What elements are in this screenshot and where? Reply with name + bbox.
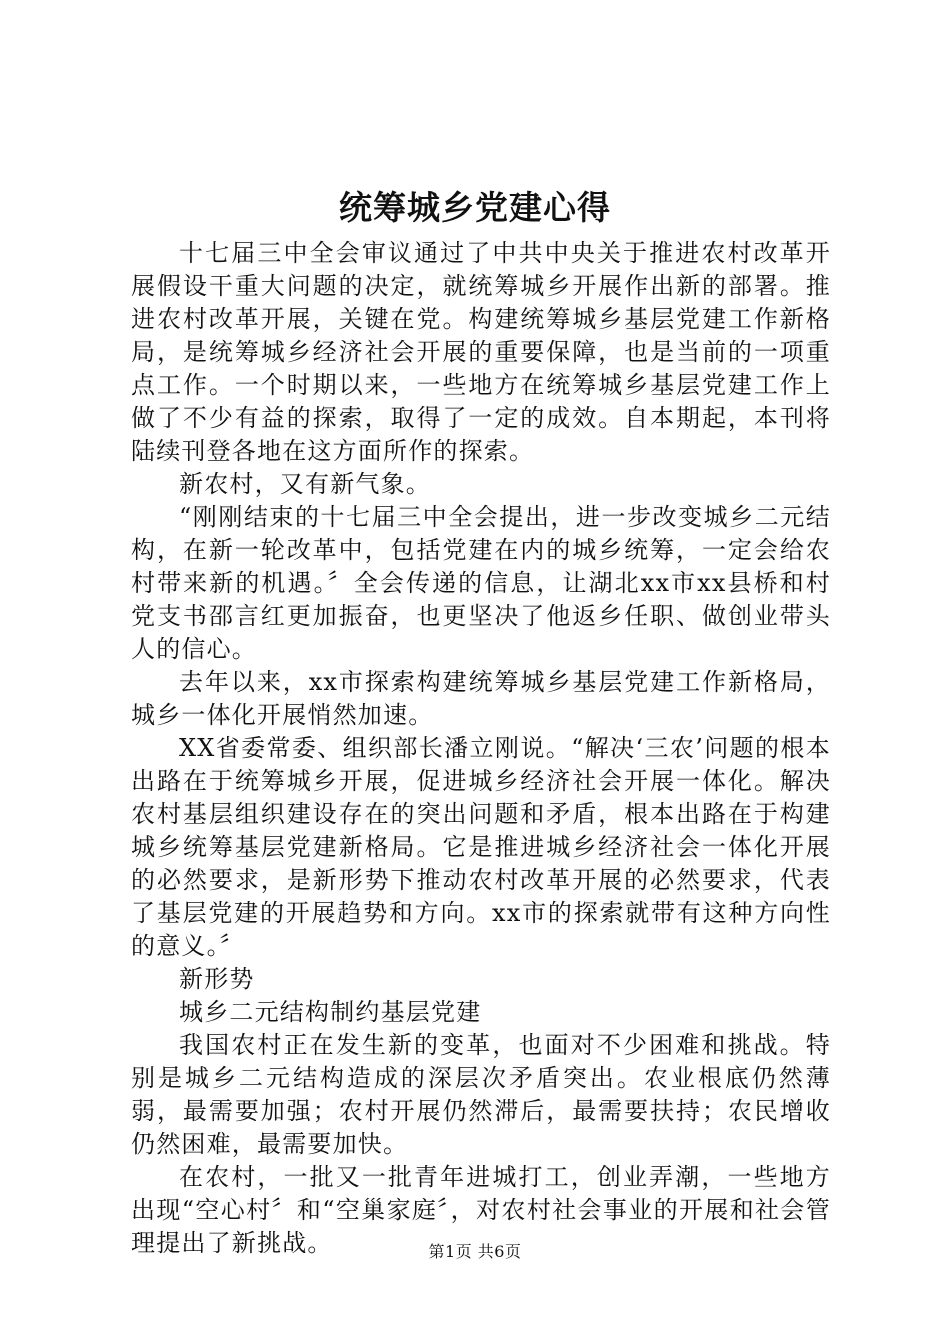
document-title: 统筹城乡党建心得 <box>339 188 611 227</box>
paragraph: 新农村，又有新气象。 <box>179 470 431 498</box>
paragraph: 我国农村正在发生新的变革，也面对不少困难和挑战。特别是城乡二元结构造成的深层次矛盾突出。农业根底仍然薄弱，最需要加强；农村开展仍然滞后，最需要扶持；农民增收仍然困难，最需要加快。 <box>131 1031 831 1158</box>
section-subheading: 城乡二元结构制约基层党建 <box>179 998 482 1026</box>
paragraph: 在农村，一批又一批青年进城打工，创业弄潮，一些地方出现“空心村〞和“空巢家庭〞，对农村社会事业的开展和社会管理提出了新挑战。 <box>131 1163 831 1257</box>
paragraph: 去年以来，xx市探索构建统筹城乡基层党建工作新格局，城乡一体化开展悄然加速。 <box>131 668 831 729</box>
paragraph: 十七届三中全会审议通过了中共中央关于推进农村改革开展假设干重大问题的决定，就统筹城乡开展作出新的部署。推进农村改革开展，关键在党。构建统筹城乡基层党建工作新格局，是统筹城乡经济社会开展的重要保障，也是当前的一项重点工作。一个时期以来，一些地方在统筹城乡基层党建工作上做了不少有益的探索，取得了一定的成效。自本期起，本刊将陆续刊登各地在这方面所作的探索。 <box>131 239 831 465</box>
page-footer: 第1页 共6页 <box>428 1242 522 1261</box>
document-body <box>131 237 831 1260</box>
paragraph: XX省委常委、组织部长潘立刚说。“解决‘三农’问题的根本出路在于统筹城乡开展，促进城乡经济社会开展一体化。解决农村基层组织建设存在的突出问题和矛盾，根本出路在于构建城乡统筹基层党建新格局。它是推进城乡经济社会一体化开展的必然要求，是新形势下推动农村改革开展的必然要求，代表了基层党建的开展趋势和方向。xx市的探索就带有这种方向性的意义。〞 <box>131 734 831 960</box>
paragraph: “刚刚结束的十七届三中全会提出，进一步改变城乡二元结构，在新一轮改革中，包括党建在内的城乡统筹，一定会给农村带来新的机遇。〞全会传递的信息，让湖北xx市xx县桥和村党支书邵言红更加振奋，也更坚决了他返乡任职、做创业带头人的信心。 <box>131 503 831 663</box>
section-heading: 新形势 <box>179 965 255 993</box>
